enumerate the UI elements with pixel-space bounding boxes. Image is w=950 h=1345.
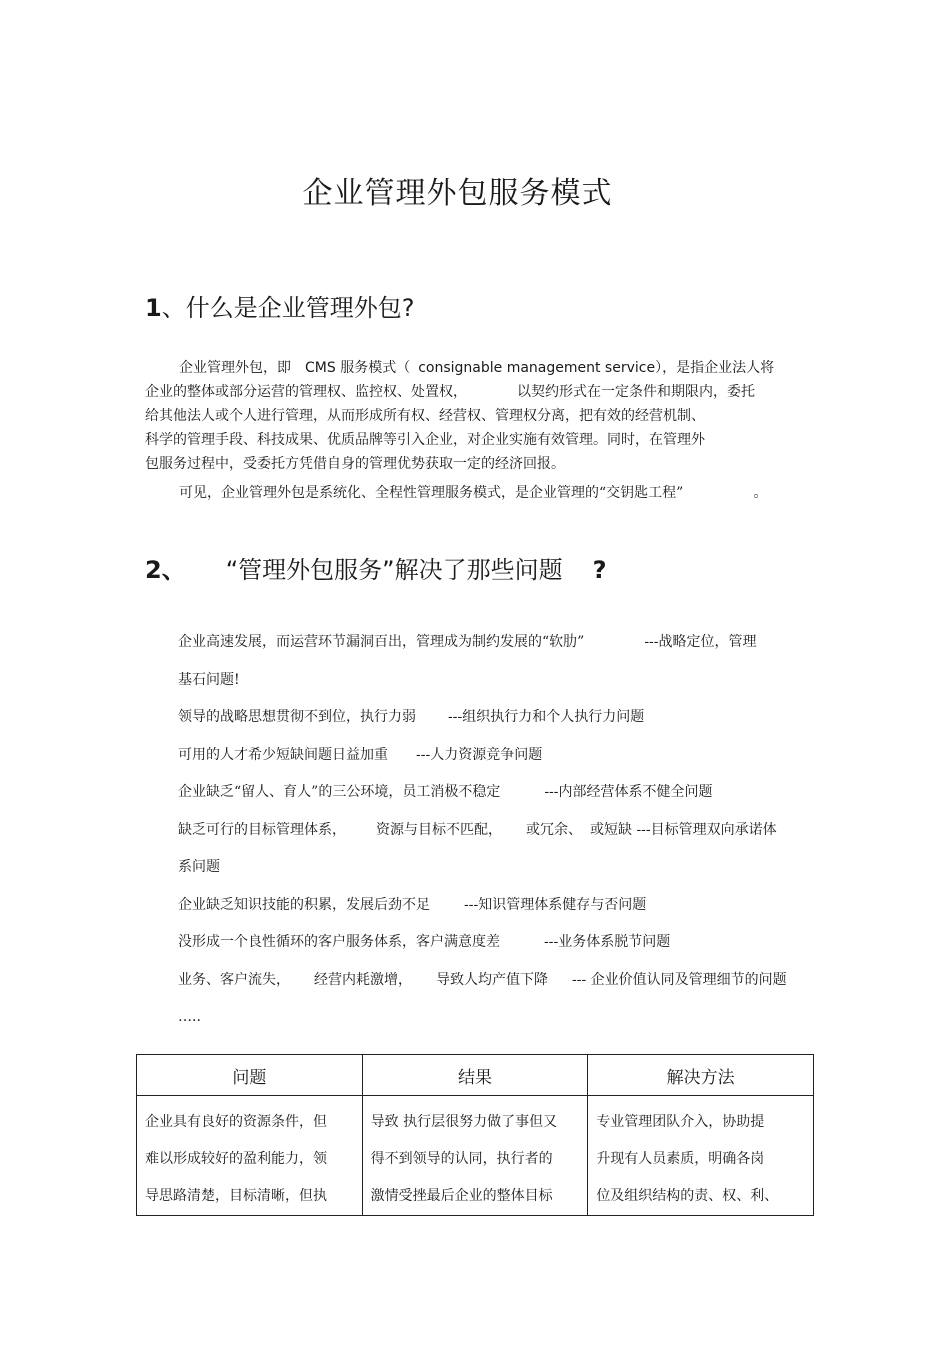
column-header-result: 结果 bbox=[362, 1055, 588, 1096]
issue-text: 导致人均产值下降 bbox=[436, 971, 548, 988]
definition-text: consignable management service），是指企业法人将 bbox=[418, 360, 775, 376]
definition-line bbox=[145, 428, 805, 452]
definition-text: CMS 服务模式（ bbox=[305, 360, 411, 376]
cell-line: 激情受挫最后企业的整体目标 bbox=[370, 1188, 553, 1204]
issue-text: 企业缺乏知识技能的积累，发展后劲不足 bbox=[178, 896, 430, 913]
section-2-number: 2、 bbox=[145, 556, 186, 584]
definition-line bbox=[145, 356, 805, 380]
issue-text: 领导的战略思想贯彻不到位，执行力弱 bbox=[178, 709, 416, 725]
definition-text: 包服务过程中，受委托方凭借自身的管理优势获取一定的经济回报。 bbox=[145, 456, 565, 472]
column-header-solution: 解决方法 bbox=[588, 1055, 814, 1096]
section-2-heading-text: “管理外包服务”解决了那些问题 bbox=[225, 556, 563, 584]
cell-line: 导致 执行层很努力做了事但又 bbox=[370, 1114, 558, 1130]
definition-text: 科学的管理手段、科技成果、优质品牌等引入企业，对企业实施有效管理。同时，在管理外 bbox=[145, 432, 705, 448]
section-1-number: 1 bbox=[145, 294, 162, 322]
issue-category: ---人力资源竞争问题 bbox=[416, 746, 543, 763]
list-item bbox=[178, 962, 808, 1000]
issue-text: 缺乏可行的目标管理体系， bbox=[178, 821, 346, 838]
issue-text: 或冗余、 bbox=[526, 821, 582, 838]
definition-line bbox=[145, 380, 805, 404]
issue-category: ---战略定位，管理 bbox=[644, 634, 757, 650]
issue-category: --- 企业价值认同及管理细节的问题 bbox=[572, 971, 787, 988]
section-2-heading bbox=[145, 550, 607, 585]
issue-category: ---知识管理体系健存与否问题 bbox=[464, 896, 647, 913]
definition-text: 企业管理外包，即 bbox=[179, 360, 291, 376]
issue-category: 或短缺 ---目标管理双向承诺体 bbox=[590, 821, 777, 838]
document-title: 企业管理外包服务模式 bbox=[302, 176, 613, 211]
issue-text: 企业缺乏“留人、育人”的三公环境，员工消极不稳定 bbox=[178, 784, 501, 800]
list-item bbox=[178, 924, 808, 962]
definition-text: 给其他法人或个人进行管理，从而形成所有权、经营权、管理权分离，把有效的经营机制、 bbox=[145, 408, 705, 424]
issue-text: 经营内耗激增， bbox=[314, 971, 412, 988]
problem-list bbox=[178, 624, 808, 1037]
cell-line: 得不到领导的认同，执行者的 bbox=[370, 1151, 553, 1167]
cell-line: 导思路清楚，目标清晰，但执 bbox=[145, 1188, 327, 1204]
list-item bbox=[178, 737, 808, 775]
issue-category: ---业务体系脱节问题 bbox=[544, 934, 671, 950]
cell-line: 专业管理团队介入，协助提 bbox=[596, 1114, 765, 1130]
cell-line: 企业具有良好的资源条件，但 bbox=[145, 1114, 327, 1130]
conclusion-end: 。 bbox=[753, 485, 768, 501]
section-1-conclusion bbox=[145, 481, 805, 505]
table-header-row bbox=[137, 1055, 814, 1096]
table-cell-solution bbox=[588, 1096, 814, 1216]
definition-text: 以契约形式在一定条件和期限内，委托 bbox=[517, 384, 755, 400]
section-1-definition bbox=[145, 356, 805, 476]
conclusion-text: 可见，企业管理外包是系统化、全程性管理服务模式，是企业管理的“交钥匙工程” bbox=[179, 485, 684, 501]
table-row bbox=[137, 1096, 814, 1216]
list-item bbox=[178, 774, 808, 812]
issue-text: 可用的人才希少短缺间题日益加重 bbox=[178, 746, 388, 763]
cell-line: 难以形成较好的盈利能力，领 bbox=[145, 1151, 327, 1167]
issue-text: 企业高速发展，而运营环节漏洞百出，管理成为制约发展的“软肋” bbox=[178, 634, 585, 650]
issue-category: ---组织执行力和个人执行力问题 bbox=[448, 709, 645, 725]
issue-continuation: 基石问题! bbox=[178, 671, 240, 688]
table-cell-problem bbox=[137, 1096, 363, 1216]
table-cell-result bbox=[362, 1096, 588, 1216]
list-item bbox=[178, 887, 808, 925]
definition-line bbox=[145, 452, 805, 476]
ellipsis: ….. bbox=[178, 1009, 201, 1025]
list-item bbox=[178, 999, 808, 1037]
problem-result-solution-table bbox=[136, 1054, 814, 1216]
issue-category: ---内部经营体系不健全问题 bbox=[544, 784, 713, 800]
definition-text: 企业的整体或部分运营的管理权、监控权、处置权， bbox=[145, 384, 467, 400]
list-item bbox=[178, 624, 808, 699]
section-2-question-mark: ? bbox=[592, 556, 607, 584]
issue-text: 业务、客户流失， bbox=[178, 971, 290, 988]
list-item bbox=[178, 699, 808, 737]
list-item bbox=[178, 812, 808, 887]
definition-line bbox=[145, 404, 805, 428]
cell-line: 升现有人员素质，明确各岗 bbox=[596, 1151, 765, 1167]
issue-continuation: 系问题 bbox=[178, 859, 220, 875]
issue-text: 没形成一个良性循环的客户服务体系，客户满意度差 bbox=[178, 934, 500, 950]
section-1-heading-text: 、什么是企业管理外包? bbox=[161, 294, 415, 322]
issue-text: 资源与目标不匹配， bbox=[376, 821, 502, 838]
column-header-problem: 问题 bbox=[137, 1055, 363, 1096]
section-1-heading bbox=[145, 288, 414, 323]
cell-line: 位及组织结构的责、权、利、 bbox=[596, 1188, 779, 1204]
